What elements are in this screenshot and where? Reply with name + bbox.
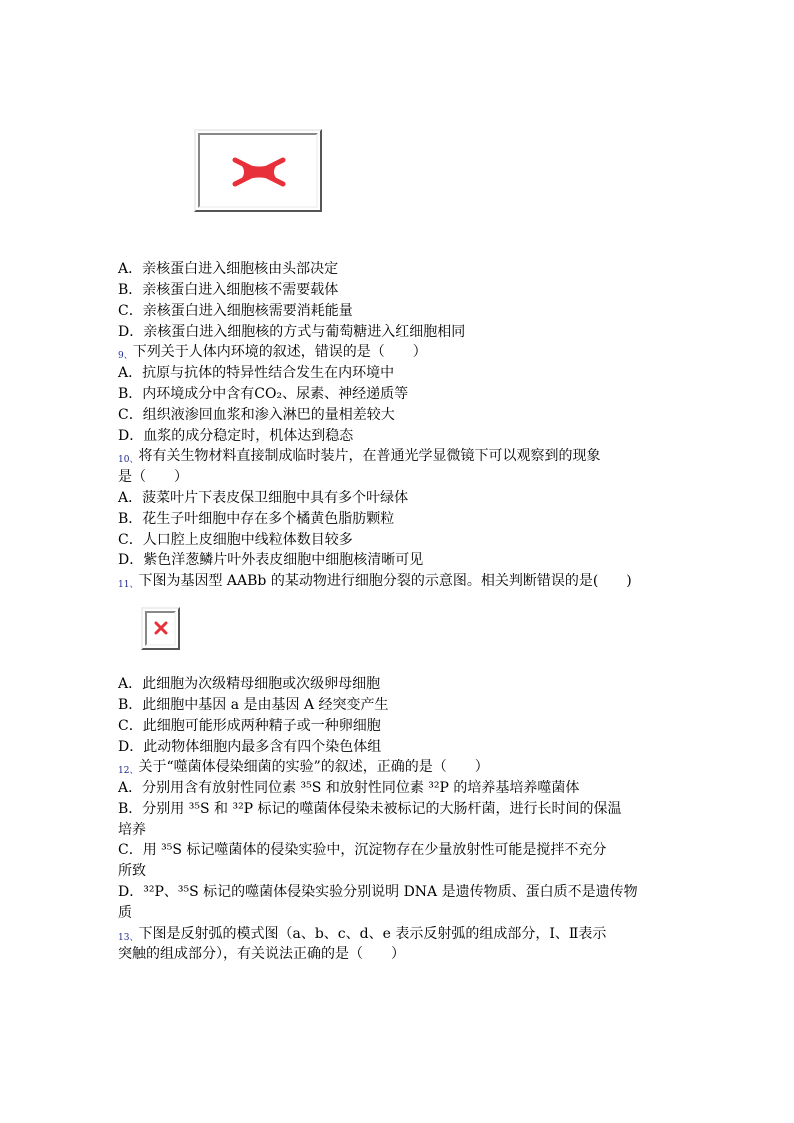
q11-stem: [118, 571, 632, 591]
q10-stem: [118, 446, 600, 466]
question-number: 10: [118, 455, 130, 465]
question-number: 12: [118, 766, 130, 776]
question-text: 将有关生物材料直接制成临时装片，在普通光学显微镜下可以观察到的现象: [138, 448, 601, 464]
q12-option-b: B．分别用 ³⁵S 和 ³²P 标记的噬菌体侵染未被标记的大肠杆菌，进行长时间的保温: [118, 801, 622, 817]
question-text: 下图是反射弧的模式图（a、b、c、d、e 表示反射弧的组成部分，Ⅰ、Ⅱ表示: [138, 926, 607, 942]
question-separator: 、: [129, 455, 139, 465]
q12-option-a: A．分别用含有放射性同位素 ³⁵S 和放射性同位素 ³²P 的培养基培养噬菌体: [118, 780, 580, 796]
question-text: 关于“噬菌体侵染细菌的实验”的叙述，正确的是（ ）: [138, 759, 489, 775]
q12-option-c-continued: 所致: [118, 863, 146, 879]
q12-stem: [118, 757, 489, 777]
q11-option-b: B．此细胞中基因 a 是由基因 A 经突变产生: [118, 697, 389, 713]
q8-option-d: D．亲核蛋白进入细胞核的方式与葡萄糖进入红细胞相同: [118, 324, 466, 340]
broken-image-x-icon: [229, 155, 289, 189]
q12-option-c: C．用 ³⁵S 标记噬菌体的侵染实验中，沉淀物存在少量放射性可能是搅拌不充分: [118, 842, 607, 858]
q8-option-b: B．亲核蛋白进入细胞核不需要载体: [118, 282, 339, 298]
question-text: 下图为基因型 AABb 的某动物进行细胞分裂的示意图。相关判断错误的是( ): [138, 573, 632, 589]
question-separator: 、: [123, 351, 133, 361]
q11-option-c: C．此细胞可能形成两种精子或一种卵细胞: [118, 718, 381, 734]
question-number: 13: [118, 933, 130, 943]
question-separator: 、: [129, 933, 139, 943]
q10-option-d: D．紫色洋葱鳞片叶外表皮细胞中细胞核清晰可见: [118, 552, 424, 568]
q9-option-b: B．内环境成分中含有CO₂、尿素、神经递质等: [118, 386, 409, 402]
question-separator: 、: [129, 580, 139, 590]
q11-option-d: D．此动物体细胞内最多含有四个染色体组: [118, 739, 382, 755]
q10-stem-continued: 是（ ）: [118, 469, 188, 485]
q10-option-c: C．人口腔上皮细胞中线粒体数目较多: [118, 532, 353, 548]
q8-option-c: C．亲核蛋白进入细胞核需要消耗能量: [118, 303, 353, 319]
broken-image-placeholder: [141, 607, 180, 650]
q12-option-d-continued: 质: [118, 905, 132, 921]
q9-stem: [118, 342, 427, 362]
broken-image-x-icon: [154, 621, 168, 635]
q12-option-b-continued: 培养: [118, 822, 146, 838]
q9-option-c: C．组织液渗回血浆和渗入淋巴的量相差较大: [118, 407, 395, 423]
broken-image-placeholder: [194, 129, 322, 212]
q10-option-b: B．花生子叶细胞中存在多个橘黄色脂肪颗粒: [118, 511, 395, 527]
question-number: 9: [118, 351, 124, 361]
question-text: 下列关于人体内环境的叙述，错误的是（ ）: [132, 344, 427, 360]
q9-option-d: D．血浆的成分稳定时，机体达到稳态: [118, 428, 354, 444]
q9-option-a: A．抗原与抗体的特异性结合发生在内环境中: [118, 365, 395, 381]
q11-option-a: A．此细胞为次级精母细胞或次级卵母细胞: [118, 676, 381, 692]
q12-option-d: D．³²P、³⁵S 标记的噬菌体侵染实验分别说明 DNA 是遗传物质、蛋白质不是遗传物: [118, 884, 638, 900]
q13-stem-continued: 突触的组成部分），有关说法正确的是（ ）: [118, 946, 405, 962]
question-number: 11: [118, 580, 130, 590]
question-separator: 、: [129, 766, 139, 776]
q10-option-a: A．菠菜叶片下表皮保卫细胞中具有多个叶绿体: [118, 490, 409, 506]
q8-option-a: A．亲核蛋白进入细胞核由头部决定: [118, 261, 339, 277]
q13-stem: [118, 924, 606, 944]
